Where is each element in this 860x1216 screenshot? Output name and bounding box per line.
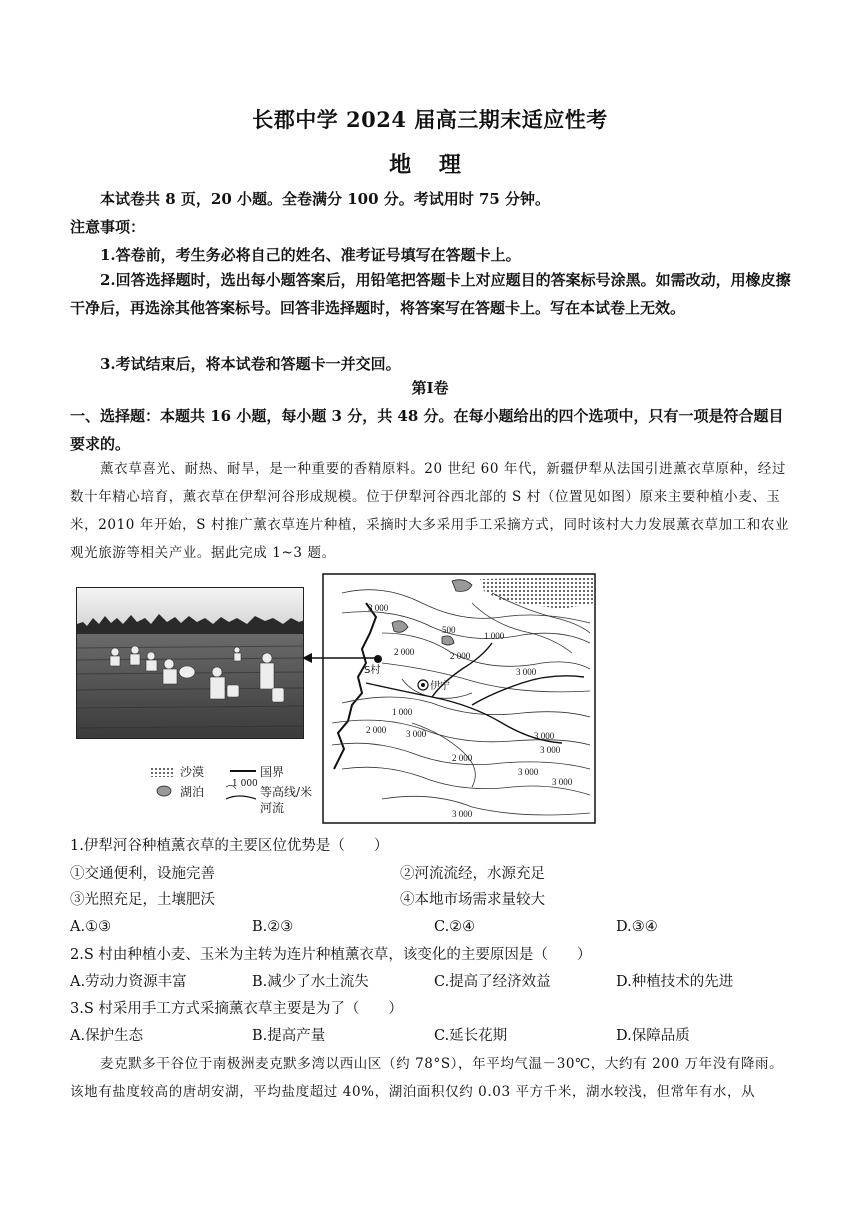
contour-label: 500 xyxy=(442,625,456,635)
contour-label: 3 000 xyxy=(516,667,537,677)
desert-legend-icon xyxy=(150,767,174,777)
question-1-statements-row xyxy=(70,861,792,887)
section-instruction: 一、选择题：本题共 16 小题，每小题 3 分，共 48 分。在每小题给出的四个选项中，只有一项是符合题目要求的。 xyxy=(70,407,784,453)
option-a[interactable]: A.劳动力资源丰富 xyxy=(70,974,187,990)
contour-label: 2 000 xyxy=(394,647,415,657)
passage-dry-valleys: 麦克默多干谷位于南极洲麦克默多湾以西山区（约 78°S），年平均气温－30℃，大约有 200 万年没有降雨。该地有盐度较高的唐胡安湖，平均盐度超过 40%，湖泊面积仅约 0.03 平方千米，湖水较浅，但常年有水，从 xyxy=(70,1056,784,1100)
option-b[interactable]: B.减少了水土流失 xyxy=(252,974,369,990)
notice-heading: 注意事项： xyxy=(70,218,146,236)
legend-river-label: 河流 xyxy=(260,801,285,815)
option-c[interactable]: C.②④ xyxy=(434,919,476,935)
option-b[interactable]: B.②③ xyxy=(252,919,294,935)
notice-item-2: 2.回答选择题时，选出每小题答案后，用铅笔把答题卡上对应题目的答案标号涂黑。如需改动，用橡皮擦干净后，再选涂其他答案标号。回答非选择题时，将答案写在答题卡上。写在本试卷上无效。 xyxy=(70,271,791,317)
contour-label: 3 000 xyxy=(552,777,573,787)
border-legend-icon xyxy=(230,769,256,773)
question-1-stem: 1.伊犁河谷种植薰衣草的主要区位优势是（ ） xyxy=(70,838,389,854)
contour-label: 2 000 xyxy=(450,651,471,661)
question-2-options xyxy=(70,969,792,995)
map-legend xyxy=(150,763,320,825)
statement: ③光照充足，土壤肥沃 xyxy=(70,892,215,908)
contour-label: 2 000 xyxy=(452,753,473,763)
legend-desert-label: 沙漠 xyxy=(180,765,205,779)
option-d[interactable]: D.保障品质 xyxy=(616,1028,690,1044)
statement: ①交通便利，设施完善 xyxy=(70,866,215,882)
lake-legend-icon xyxy=(156,785,172,797)
option-d[interactable]: D.种植技术的先进 xyxy=(616,974,734,990)
pointer-arrow-icon xyxy=(300,650,380,666)
field-photo-drawing xyxy=(77,588,304,739)
question-1-options xyxy=(70,914,792,940)
contour-label: 2 000 xyxy=(366,725,387,735)
s-village-label: S村 xyxy=(364,665,381,676)
option-c[interactable]: C.提高了经济效益 xyxy=(434,974,551,990)
passage-lavender: 薰衣草喜光、耐热、耐旱，是一种重要的香精原料。20 世纪 60 年代，新疆伊犁从法国引进薰衣草原种，经过数十年精心培育，薰衣草在伊犁河谷形成规模。位于伊犁河谷西北部的 S 村（位置见如图）原来主要种植小麦、玉米，2010 年开始，S 村推广薰衣草连片种植，采摘时大多采用手工采摘方式，同时该村大力发展薰衣草加工和农业观光旅游等相关产业。据此完成 1~3 题。 xyxy=(70,461,790,561)
contour-label: 3 000 xyxy=(540,745,561,755)
contour-map-drawing xyxy=(322,573,596,824)
option-d[interactable]: D.③④ xyxy=(616,919,658,935)
question-3-stem: 3.S 村采用手工方式采摘薰衣草主要是为了（ ） xyxy=(70,1001,403,1017)
notice-item-1: 1.答卷前，考生务必将自己的姓名、准考证号填写在答题卡上。 xyxy=(100,246,521,264)
option-b[interactable]: B.提高产量 xyxy=(252,1028,326,1044)
question-1-statements-row xyxy=(70,887,792,913)
volume-heading: 第Ⅰ卷 xyxy=(411,379,449,397)
legend-contour-label: 等高线/米 xyxy=(260,785,313,799)
contour-label: 3 000 xyxy=(368,603,389,613)
lavender-field-photo xyxy=(76,587,304,739)
contour-label: 3 000 xyxy=(518,767,539,777)
contour-label: 3 000 xyxy=(406,729,427,739)
statement: ②河流流经，水源充足 xyxy=(400,866,545,882)
notice-item-3: 3.考试结束后，将本试卷和答题卡一并交回。 xyxy=(100,355,401,373)
legend-contour-value: 1 000 xyxy=(232,779,258,789)
option-a[interactable]: A.①③ xyxy=(70,919,112,935)
legend-border-label: 国界 xyxy=(260,765,285,779)
ili-valley-map xyxy=(322,573,596,824)
option-a[interactable]: A.保护生态 xyxy=(70,1028,144,1044)
contour-label: 3 000 xyxy=(534,731,555,741)
subject-title: 地 理 xyxy=(389,152,471,178)
legend-lake-label: 湖泊 xyxy=(180,785,205,799)
question-2-stem: 2.S 村由种植小麦、玉米为主转为连片种植薰衣草，该变化的主要原因是（ ） xyxy=(70,947,592,963)
statement: ④本地市场需求量较大 xyxy=(400,892,545,908)
contour-label: 1 000 xyxy=(392,707,413,717)
contour-label: 1 000 xyxy=(484,631,505,641)
option-c[interactable]: C.延长花期 xyxy=(434,1028,508,1044)
yining-label: 伊宁 xyxy=(430,681,450,692)
contour-label: 3 000 xyxy=(452,809,473,819)
exam-title: 长郡中学 2024 届高三期末适应性考 xyxy=(252,107,608,132)
question-3-options xyxy=(70,1023,792,1049)
exam-summary: 本试卷共 8 页，20 小题。全卷满分 100 分。考试用时 75 分钟。 xyxy=(100,190,551,208)
